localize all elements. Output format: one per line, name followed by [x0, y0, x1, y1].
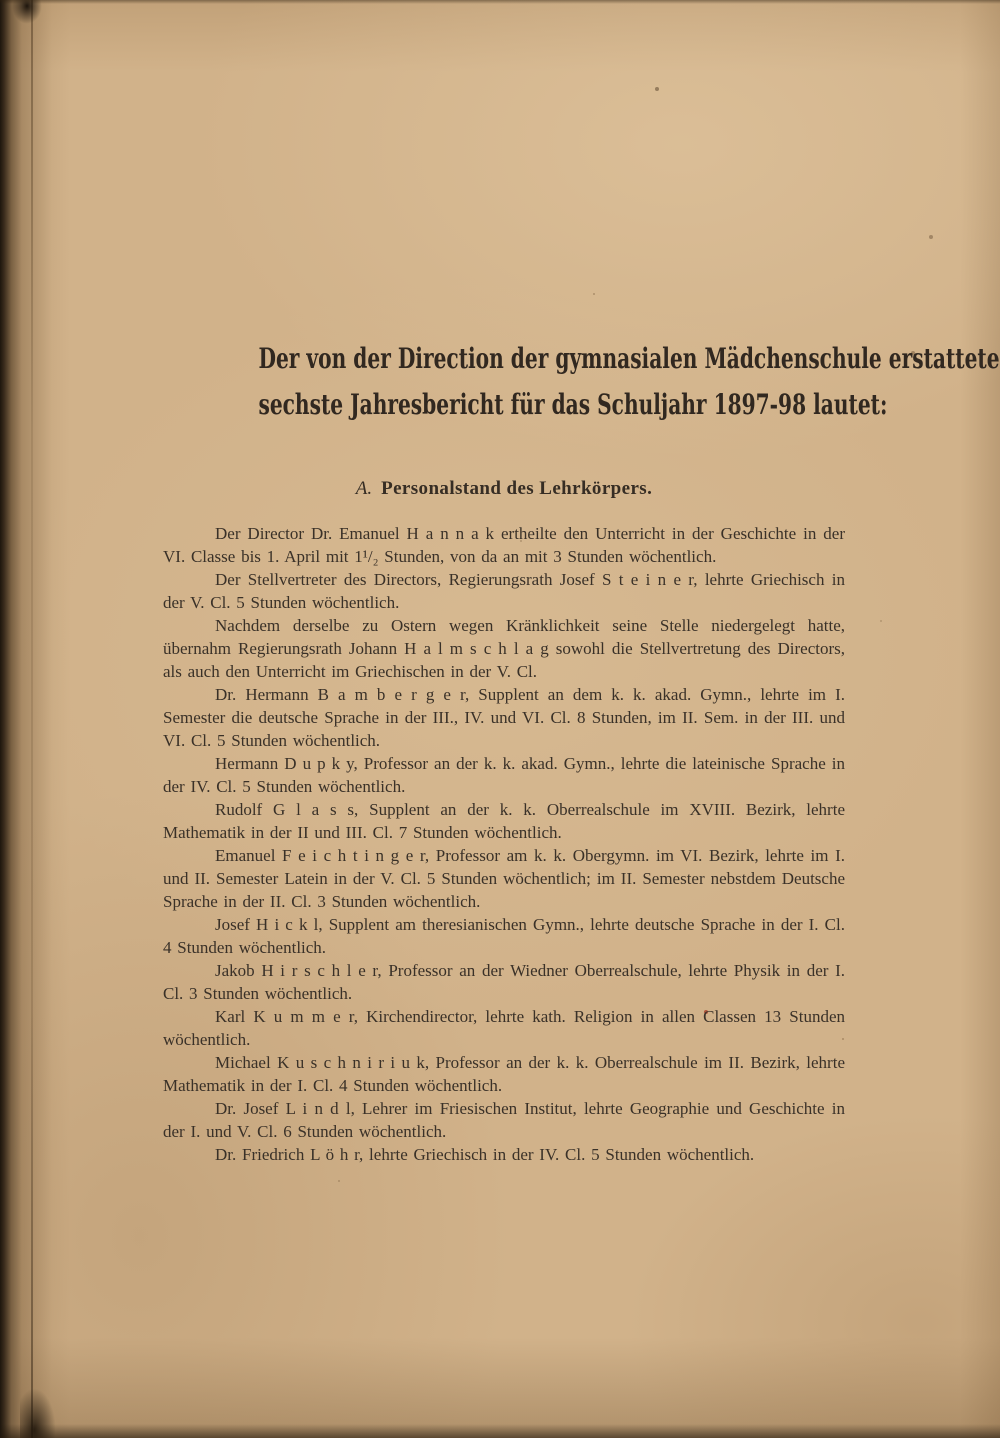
- bottom-edge-shadow: [0, 1424, 1000, 1438]
- report-title: [258, 336, 1000, 428]
- paragraph-steiner: Der Stellvertreter des Directors, Regierungsrath Josef S t e i n e r, lehrte Griechisch in der V. Cl. 5 Stunden wöchentlich.: [163, 570, 845, 612]
- paragraph-loehr: Dr. Friedrich L ö h r, lehrte Griechisch in der IV. Cl. 5 Stunden wöchentlich.: [215, 1145, 755, 1164]
- section-heading: [163, 476, 845, 502]
- paragraph-bamberger: Dr. Hermann B a m b e r g e r, Supplent an dem k. k. akad. Gymn., lehrte im I. Semester die deutsche Sprache in der III., IV. und VI. Cl. 8 Stunden, im II. Sem. in der III. und VI. Cl. 5 Stunden wöchentlich.: [163, 685, 845, 750]
- binding-shadow: [0, 0, 52, 1438]
- paragraph-lindl: Dr. Josef L i n d l, Lehrer im Friesischen Institut, lehrte Geographie und Geschichte in der I. und V. Cl. 6 Stunden wöchentlich.: [163, 1099, 845, 1141]
- report-title-line-1: Der von der Direction der gymnasialen Mädchenschule erstattete: [258, 342, 1000, 375]
- paragraph-feichtinger: Emanuel F e i c h t i n g e r, Professor am k. k. Obergymn. im VI. Bezirk, lehrte im I. und II. Semester Latein in der V. Cl. 5 Stunden wöchentlich; im II. Semester nebstdem Deutsche Sprache in der II. Cl. 3 Stunden wöchentlich.: [163, 846, 845, 911]
- section-title: Personalstand des Lehrkörpers.: [381, 478, 653, 499]
- paragraph-kuschniriuk: Michael K u s c h n i r i u k, Professor an der k. k. Oberrealschule im II. Bezirk, lehrte Mathematik in der I. Cl. 4 Stunden wöchentlich.: [163, 1053, 845, 1095]
- section-letter: A.: [355, 478, 373, 499]
- paragraph-hickl: Josef H i c k l, Supplent am theresianischen Gymn., lehrte deutsche Sprache in der I. Cl. 4 Stunden wöchentlich.: [163, 915, 845, 957]
- paper-specks: [0, 0, 2, 2]
- paragraph-kummer: Karl K u m m e r, Kirchendirector, lehrte kath. Religion in allen Classen 13 Stunden wöchentlich.: [163, 1007, 845, 1049]
- paragraph-dupky: Hermann D u p k y, Professor an der k. k. akad. Gymn., lehrte die lateinische Sprache in der IV. Cl. 5 Stunden wöchentlich.: [163, 754, 845, 796]
- page-crease: [31, 0, 33, 1438]
- paragraph-hannak: Der Director Dr. Emanuel H a n n a k ertheilte den Unterricht in der Geschichte in der VI. Classe bis 1. April mit 1¹/₂ Stunden, von da an mit 3 Stunden wöchentlich.: [163, 524, 845, 566]
- paragraph-glass: Rudolf G l a s s, Supplent an der k. k. Oberrealschule im XVIII. Bezirk, lehrte Mathematik in der II und III. Cl. 7 Stunden wöchentlich.: [163, 800, 845, 842]
- body-text: [163, 522, 845, 1166]
- report-title-line-2: sechste Jahresbericht für das Schuljahr 1897-98 lautet:: [258, 388, 888, 421]
- paragraph-hirschler: Jakob H i r s c h l e r, Professor an der Wiedner Oberrealschule, lehrte Physik in der I. Cl. 3 Stunden wöchentlich.: [163, 961, 845, 1003]
- paragraph-halmschlag: Nachdem derselbe zu Ostern wegen Kränklichkeit seine Stelle niedergelegt hatte, übernahm Regierungsrath Johann H a l m s c h l a g sowohl die Stellvertretung des Directors, als auch den Unterricht im Griechischen in der V. Cl.: [163, 616, 845, 681]
- page-content: [163, 0, 1000, 1166]
